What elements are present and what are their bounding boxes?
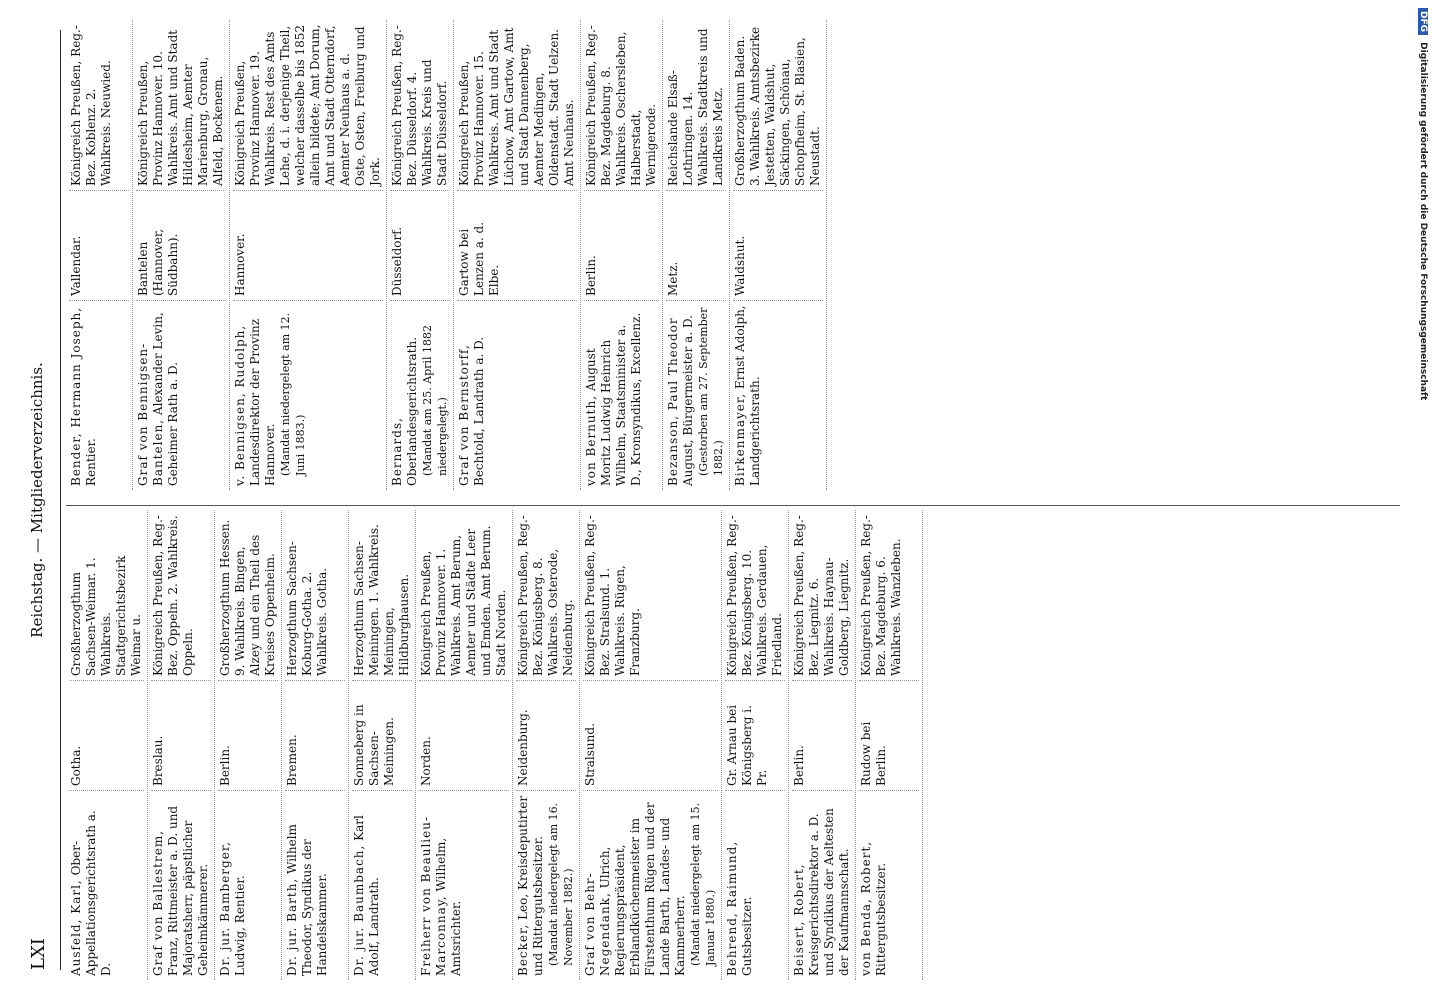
member-constituency: Königreich Preußen, Reg.-Bez. Liegnitz. 6. Wahlkreis. Haynau-Goldberg, Liegnitz. <box>792 515 851 676</box>
member-name: Bender, Hermann Joseph, <box>69 306 83 486</box>
member-description: Wilhelm, Amtsrichter. <box>434 837 463 976</box>
member-name-cell <box>419 790 509 980</box>
member-name-cell <box>666 300 726 490</box>
member-name-cell <box>457 300 577 490</box>
member-residence: Rudow bei Berlin. <box>859 680 919 790</box>
member-name: Dr. jur. Bamberger, <box>218 840 232 976</box>
member-name-cell <box>792 790 852 980</box>
member-residence: Bantelen (Hannover, Südbahn). <box>136 190 226 300</box>
member-constituency: Großherzogthum Hessen. 9. Wahlkreis. Bingen, Alzey und ein Theil des Kreises Oppenheim. <box>218 519 277 676</box>
member-residence: Düsseldorf. <box>390 190 450 300</box>
member-list-right <box>66 20 1400 490</box>
member-description: August Moritz Ludwig Heinrich Wilhelm, Staatsminister a. D., Kronsyndikus, Excellenz. <box>584 312 643 486</box>
member-residence: Neidenburg. <box>516 680 576 790</box>
header-rule <box>60 30 61 970</box>
member-name-cell <box>583 790 718 980</box>
member-name: Freiherr von Beaulieu-Marconnay, <box>419 815 448 976</box>
member-name-cell <box>285 790 345 980</box>
member-entry <box>856 510 923 980</box>
member-name: Bernards, <box>390 417 404 486</box>
member-description: Franz, Rittmeister a. D. und Majoratsherr, päpstlicher Geheimkämmerer. <box>166 805 210 976</box>
member-residence: Berlin. <box>584 190 659 300</box>
member-description: Rentier. <box>84 438 98 486</box>
column-divider <box>66 505 1400 506</box>
member-name: Graf von Bernstorff, <box>457 344 471 486</box>
member-entry <box>148 510 215 980</box>
member-description: Wilhelm Theodor, Syndikus der Handelskammer. <box>285 824 329 976</box>
member-entry <box>730 20 827 490</box>
member-residence: Gotha. <box>69 680 144 790</box>
member-description: Ober-Appellationsgerichtsrath a. D. <box>69 810 113 976</box>
running-head <box>24 20 54 980</box>
member-residence: Vallendar. <box>69 190 129 300</box>
member-note: (Gestorben am 27. September 1882.) <box>697 307 725 476</box>
member-description: Karl Adolf, Landrath. <box>352 815 381 976</box>
digitization-credit <box>1412 8 1430 998</box>
member-entry <box>454 20 581 490</box>
member-constituency: Königreich Preußen, Reg.-Bez. Magdeburg. 8. Wahlkreis. Oschersleben, Halberstadt, Wernigerode. <box>584 25 658 186</box>
member-residence: Sonneberg in Sachsen-Meiningen. <box>352 680 412 790</box>
member-entry <box>282 510 349 980</box>
member-constituency: Großherzogthum Baden. 3. Wahlkreis. Amtsbezirke Jestetten, Waldshut, Säckingen, Schönau, Schopfheim, St. Blasien, Neustadt. <box>733 26 822 186</box>
member-entry <box>513 510 580 980</box>
dfg-logo-icon: DFG <box>1418 8 1428 35</box>
member-description: Kreisgerichtsdirektor a. D. und Syndikus der Aeltesten der Kaufmannschaft. <box>807 808 851 976</box>
member-name-cell <box>584 300 659 490</box>
member-residence: Stralsund. <box>583 680 718 790</box>
member-description: Gutsbesitzer. <box>740 896 754 976</box>
member-constituency: Königreich Preußen, Reg.-Bez. Magdeburg. 6. Wahlkreis. Wanzleben. <box>859 515 903 676</box>
member-description: Ludwig, Rentier. <box>233 875 247 976</box>
member-note: (Mandat niedergelegt am 12. Juni 1883.) <box>279 312 307 476</box>
member-constituency: Reichslande Elsaß-Lothringen. 14. Wahlkreis. Stadtkreis und Landkreis Metz. <box>666 28 725 186</box>
member-constituency: Königreich Preußen, Reg.-Bez. Stralsund. 1. Wahlkreis. Rügen, Franzburg. <box>583 515 642 676</box>
member-name: von Benda, Robert, <box>859 840 873 976</box>
member-name: Graf von Behr-Negendank, <box>583 872 612 976</box>
member-entry <box>416 510 513 980</box>
member-residence: Hannover. <box>233 190 383 300</box>
member-name-cell <box>69 300 129 490</box>
member-entry <box>215 510 282 980</box>
member-name-cell <box>390 300 450 490</box>
member-description: Rittergutsbesitzer. <box>874 862 888 976</box>
member-residence: Metz. <box>666 190 726 300</box>
member-residence: Berlin. <box>792 680 852 790</box>
member-residence: Gartow bei Lenzen a. d. Elbe. <box>457 190 577 300</box>
member-entry <box>581 20 663 490</box>
member-entry <box>349 510 416 980</box>
member-entry <box>66 510 148 980</box>
member-constituency: Herzogthum Sachsen-Koburg-Gotha. 2. Wahlkreis. Gotha. <box>285 541 329 676</box>
member-residence: Norden. <box>419 680 509 790</box>
member-entry <box>230 20 387 490</box>
member-constituency: Herzogthum Sachsen-Meiningen. 1. Wahlkreis. Meiningen, Hildburghausen. <box>352 524 411 676</box>
member-residence: Bremen. <box>285 680 345 790</box>
member-entry <box>722 510 789 980</box>
member-constituency: Königreich Preußen, Reg.-Bez. Düsseldorf. 4. Wahlkreis. Kreis und Stadt Düsseldorf. <box>390 25 449 186</box>
member-name: Graf von Bennigsen-Bantelen, <box>136 342 165 486</box>
member-name-cell <box>233 300 383 490</box>
member-name-cell <box>733 300 823 490</box>
member-entry <box>663 20 730 490</box>
member-name-cell <box>859 790 919 980</box>
member-constituency: Königreich Preußen, Provinz Hannover. 19. Wahlkreis. Rest des Amts Lehe, d. i. derjenige Theil, welcher dasselbe bis 1852 allein bildete; Amt Dorum, Amt und Stadt Otterndorf, Aemter Neuhaus a. d. Oste, Osten, Freiburg und Jork. <box>233 24 382 186</box>
member-description: Alexander Levin, Geheimer Rath a. D. <box>151 312 180 486</box>
member-name: Graf von Ballestrem, <box>151 829 165 976</box>
member-residence: Waldshut. <box>733 190 823 300</box>
member-constituency: Königreich Preußen, Reg.-Bez. Königsberg. 10. Wahlkreis. Gerdauen, Friedland. <box>725 515 784 676</box>
member-description: Oberlandesgerichtsrath. <box>405 336 419 486</box>
member-constituency: Großherzogthum Sachsen-Weimar. 1. Wahlkreis. Stadtgerichtsbezirk Weimar u. <box>69 555 143 676</box>
member-description: Leo, Kreisdeputirter und Rittergutsbesitzer. <box>516 795 545 976</box>
member-note: (Mandat niedergelegt am 15. Januar 1880.) <box>689 802 717 966</box>
member-name: Behrend, Raimund, <box>725 840 739 976</box>
member-name: v. Bennigsen, Rudolph, <box>233 324 247 486</box>
member-name: Becker, <box>516 923 530 976</box>
member-name: Dr. jur. Barth, <box>285 877 299 976</box>
credit-text: Digitalisierung gefördert durch die Deutsche Forschungsgemeinschaft <box>1418 42 1428 401</box>
member-name-cell <box>151 790 211 980</box>
member-name: Birkenmayer, <box>733 392 747 486</box>
member-residence: Breslau. <box>151 680 211 790</box>
member-entry <box>580 510 722 980</box>
member-description: Landesdirektor der Provinz Hannover. <box>248 318 277 486</box>
member-name-cell <box>352 790 412 980</box>
member-name: Bezanson, Paul Theodor <box>666 317 680 486</box>
member-entry <box>133 20 230 490</box>
member-note: (Mandat am 25. April 1882 niedergelegt.) <box>421 325 449 476</box>
member-entry <box>66 20 133 490</box>
member-list-left <box>66 510 1400 980</box>
member-name-cell <box>136 300 226 490</box>
member-constituency: Königreich Preußen, Provinz Hannover. 15. Wahlkreis. Amt und Stadt Lüchow, Amt Gartow, Amt und Stadt Dannenberg, Aemter Medingen, Oldenstadt. Stadt Uelzen. Amt Neuhaus. <box>457 27 576 186</box>
member-name: Beisert, Robert, <box>792 863 806 976</box>
member-name: Ausfeld, Karl, <box>69 879 83 976</box>
member-constituency: Königreich Preußen, Reg.-Bez. Koblenz. 2. Wahlkreis. Neuwied. <box>69 25 113 186</box>
member-entry <box>789 510 856 980</box>
member-constituency: Königreich Preußen, Provinz Hannover. 10. Wahlkreis. Amt und Stadt Hildesheim, Aemter Marienburg, Gronau, Alfeld, Bockenem. <box>136 29 225 186</box>
member-description: Ernst Adolph, Landgerichtsrath. <box>733 305 762 486</box>
member-constituency: Königreich Preußen, Reg.-Bez. Oppeln. 2. Wahlkreis. Oppeln. <box>151 515 195 676</box>
member-name: von Bernuth, <box>584 394 598 486</box>
member-residence: Gr. Arnau bei Königsberg i. Pr. <box>725 680 785 790</box>
member-name: Dr. jur. Baumbach, <box>352 844 366 976</box>
member-residence: Berlin. <box>218 680 278 790</box>
member-description: Ulrich, Regierungspräsident, Erblandküchenmeister im Fürstenthum Rügen und der Lande Barth, Landes- und Kammerherr. <box>598 802 687 976</box>
member-entry <box>387 20 454 490</box>
member-name-cell <box>725 790 785 980</box>
member-description: Bechtold, Landrath a. D. <box>472 336 486 486</box>
member-constituency: Königreich Preußen, Provinz Hannover. 1. Wahlkreis. Amt Berum, Aemter und Städte Leer und Emden. Amt Berum. Stadt Norden. <box>419 525 508 676</box>
page-number: LXI <box>28 938 49 970</box>
member-name-cell <box>516 790 576 980</box>
running-title: Reichstag. — Mitgliederverzeichnis. <box>28 362 46 638</box>
member-constituency: Königreich Preußen, Reg.-Bez. Königsberg. 8. Wahlkreis. Osterode, Neidenburg. <box>516 515 575 676</box>
member-name-cell <box>69 790 144 980</box>
member-note: (Mandat niedergelegt am 16. November 1882.) <box>547 802 575 966</box>
member-description: August, Bürgermeister a. D. <box>681 315 695 486</box>
member-name-cell <box>218 790 278 980</box>
